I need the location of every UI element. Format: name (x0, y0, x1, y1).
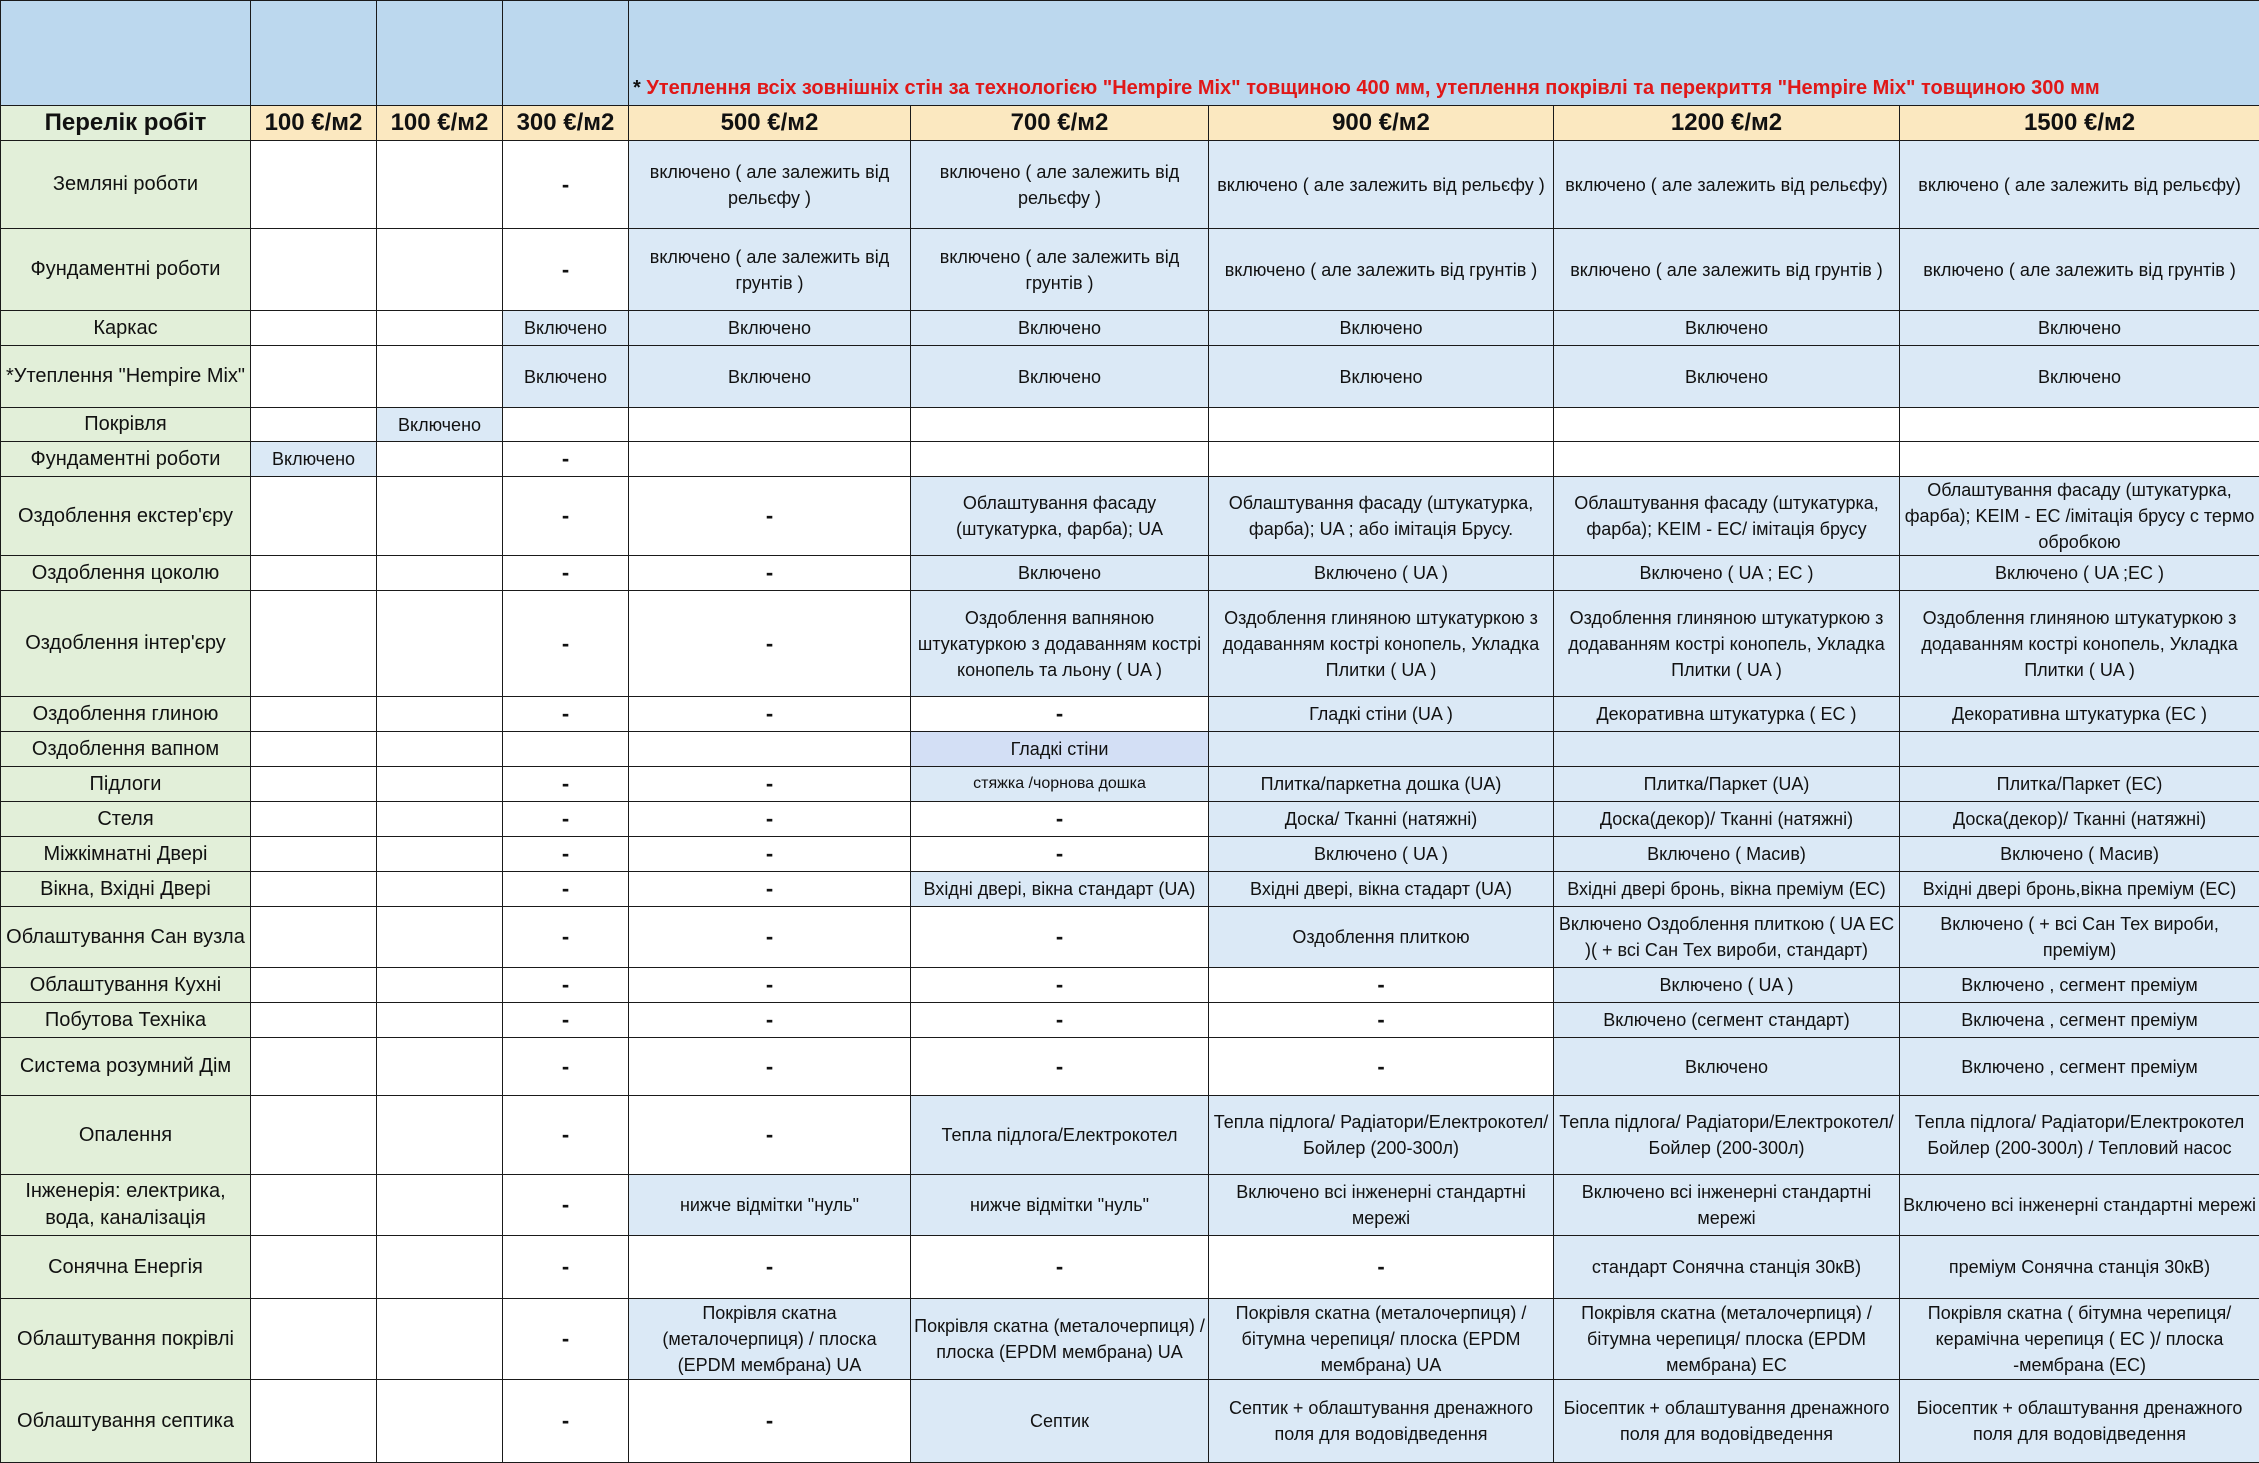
tier-1200-cell: Декоративна штукатурка ( EC ) (1554, 697, 1900, 732)
tier-500-cell: Покрівля скатна (металочерпиця) / плоска (EPDM мембрана) UA (629, 1299, 911, 1380)
header-price-100a: 100 €/м2 (251, 106, 377, 141)
tier-100b-cell (377, 1236, 503, 1299)
tier-900-cell: Тепла підлога/ Радіатори/Електрокотел/ Бойлер (200-300л) (1209, 1096, 1554, 1175)
tier-100a-cell (251, 1236, 377, 1299)
header-row (1, 106, 2259, 141)
tier-1500-cell: Включено (1900, 311, 2259, 346)
tier-900-cell: Доска/ Тканні (натяжні) (1209, 802, 1554, 837)
tier-1200-cell: включено ( але залежить від грунтів ) (1554, 229, 1900, 311)
tier-500-cell (629, 442, 911, 477)
table-row (1, 837, 2259, 872)
tier-500-cell: - (629, 802, 911, 837)
tier-700-cell: Включено (911, 346, 1209, 408)
tier-100b-cell (377, 1299, 503, 1380)
tier-1500-cell: Включено , сегмент преміум (1900, 968, 2259, 1003)
note-asterisk: * (633, 77, 641, 99)
tier-900-cell: включено ( але залежить від рельєфу ) (1209, 141, 1554, 229)
works-item-label: Оздоблення екстер'єру (1, 477, 251, 556)
tier-900-cell: Плитка/паркетна дошка (UA) (1209, 767, 1554, 802)
tier-100a-cell (251, 311, 377, 346)
tier-100a-cell (251, 837, 377, 872)
tier-100b-cell (377, 697, 503, 732)
tier-700-cell (911, 442, 1209, 477)
tier-900-cell: Оздоблення глиняною штукатуркою з додаванням кострі конопель, Укладка Плитки ( UA ) (1209, 591, 1554, 697)
tier-500-cell: - (629, 591, 911, 697)
table-row (1, 556, 2259, 591)
tier-100b-cell (377, 1003, 503, 1038)
table-row (1, 1096, 2259, 1175)
header-price-700: 700 €/м2 (911, 106, 1209, 141)
tier-1500-cell: Вхідні двері бронь,вікна преміум (EC) (1900, 872, 2259, 907)
tier-900-cell: - (1209, 968, 1554, 1003)
tier-700-cell: Покрівля скатна (металочерпиця) / плоска (EPDM мембрана) UA (911, 1299, 1209, 1380)
tier-100b-cell (377, 907, 503, 968)
tier-900-cell: Включено всі інженерні стандартні мережі (1209, 1175, 1554, 1236)
works-item-label: Підлоги (1, 767, 251, 802)
tier-500-cell: Включено (629, 346, 911, 408)
tier-900-cell: Оздоблення плиткою (1209, 907, 1554, 968)
works-item-label: Система розумний Дім (1, 1038, 251, 1096)
tier-1200-cell: Покрівля скатна (металочерпиця) /бітумна черепиця/ плоска (EPDM мембрана) EC (1554, 1299, 1900, 1380)
tier-300-cell: - (503, 591, 629, 697)
table-row (1, 1175, 2259, 1236)
tier-300-cell: - (503, 141, 629, 229)
tier-900-cell: - (1209, 1003, 1554, 1038)
tier-300-cell: Включено (503, 311, 629, 346)
table-row (1, 229, 2259, 311)
note-row (1, 1, 2259, 106)
tier-1500-cell: Доска(декор)/ Тканні (натяжні) (1900, 802, 2259, 837)
tier-700-cell: стяжка /чорнова дошка (911, 767, 1209, 802)
tier-500-cell: - (629, 767, 911, 802)
tier-700-cell: Гладкі стіни (911, 732, 1209, 767)
tier-100a-cell (251, 1380, 377, 1463)
tier-500-cell: - (629, 697, 911, 732)
tier-100b-cell (377, 1038, 503, 1096)
works-item-label: Облаштування Сан вузла (1, 907, 251, 968)
tier-700-cell: - (911, 837, 1209, 872)
tier-100a-cell (251, 907, 377, 968)
tier-700-cell: Тепла підлога/Електрокотел (911, 1096, 1209, 1175)
tier-100b-cell (377, 556, 503, 591)
tier-700-cell: включено ( але залежить від грунтів ) (911, 229, 1209, 311)
tier-1500-cell: Включено ( Масив) (1900, 837, 2259, 872)
tier-1500-cell: преміум Сонячна станція 30кВ) (1900, 1236, 2259, 1299)
tier-1500-cell: Покрівля скатна ( бітумна черепиця/ керамічна черепиця ( EC )/ плоска -мембрана (EC) (1900, 1299, 2259, 1380)
tier-1200-cell: Доска(декор)/ Тканні (натяжні) (1554, 802, 1900, 837)
table-row (1, 408, 2259, 442)
tier-300-cell: - (503, 907, 629, 968)
tier-300-cell: - (503, 556, 629, 591)
tier-1200-cell: Плитка/Паркет (UA) (1554, 767, 1900, 802)
header-price-300: 300 €/м2 (503, 106, 629, 141)
tier-100a-cell (251, 732, 377, 767)
works-item-label: Оздоблення вапном (1, 732, 251, 767)
tier-500-cell: Включено (629, 311, 911, 346)
works-item-label: Стеля (1, 802, 251, 837)
tier-900-cell: включено ( але залежить від грунтів ) (1209, 229, 1554, 311)
works-item-label: Фундаментні роботи (1, 229, 251, 311)
works-item-label: Каркас (1, 311, 251, 346)
tier-100b-cell (377, 1380, 503, 1463)
tier-300-cell: - (503, 968, 629, 1003)
tier-300-cell: - (503, 837, 629, 872)
tier-100a-cell (251, 1175, 377, 1236)
tier-500-cell: - (629, 907, 911, 968)
tier-1200-cell: Включено (1554, 311, 1900, 346)
tier-100a-cell: Включено (251, 442, 377, 477)
works-item-label: Міжкімнатні Двері (1, 837, 251, 872)
tier-100a-cell (251, 1299, 377, 1380)
works-item-label: Оздоблення інтер'єру (1, 591, 251, 697)
tier-1200-cell: Включено ( UA ) (1554, 968, 1900, 1003)
tier-1500-cell: включено ( але залежить від грунтів ) (1900, 229, 2259, 311)
tier-700-cell: Включено (911, 556, 1209, 591)
tier-300-cell: - (503, 872, 629, 907)
header-price-100b: 100 €/м2 (377, 106, 503, 141)
table-row (1, 1299, 2259, 1380)
tier-700-cell: включено ( але залежить від рельєфу ) (911, 141, 1209, 229)
tier-1200-cell: Тепла підлога/ Радіатори/Електрокотел/Бойлер (200-300л) (1554, 1096, 1900, 1175)
table-row (1, 872, 2259, 907)
tier-1500-cell: Тепла підлога/ Радіатори/Електрокотел Бойлер (200-300л) / Тепловий насос (1900, 1096, 2259, 1175)
tier-900-cell (1209, 442, 1554, 477)
tier-100b-cell (377, 872, 503, 907)
tier-1200-cell (1554, 442, 1900, 477)
tier-100a-cell (251, 1003, 377, 1038)
tier-300-cell: - (503, 1003, 629, 1038)
tier-500-cell (629, 408, 911, 442)
tier-300-cell: - (503, 1299, 629, 1380)
tier-700-cell: Оздоблення вапняною штукатуркою з додаванням кострі конопель та льону ( UA ) (911, 591, 1209, 697)
table-row (1, 802, 2259, 837)
tier-100b-cell (377, 767, 503, 802)
tier-700-cell: Облаштування фасаду (штукатурка, фарба); UA (911, 477, 1209, 556)
tier-700-cell: Вхідні двері, вікна стандарт (UA) (911, 872, 1209, 907)
tier-1200-cell: Включено ( Масив) (1554, 837, 1900, 872)
works-item-label: Інженерія: електрика, вода, каналізація (1, 1175, 251, 1236)
tier-700-cell: нижче відмітки "нуль" (911, 1175, 1209, 1236)
works-item-label: Облаштування Кухні (1, 968, 251, 1003)
tier-100b-cell (377, 591, 503, 697)
tier-500-cell: - (629, 1096, 911, 1175)
tier-900-cell: Гладкі стіни (UA ) (1209, 697, 1554, 732)
tier-1200-cell: Оздоблення глиняною штукатуркою з додаванням кострі конопель, Укладка Плитки ( UA ) (1554, 591, 1900, 697)
tier-100a-cell (251, 556, 377, 591)
tier-300-cell (503, 408, 629, 442)
header-price-500: 500 €/м2 (629, 106, 911, 141)
tier-1500-cell: включено ( але залежить від рельєфу) (1900, 141, 2259, 229)
tier-300-cell: - (503, 697, 629, 732)
tier-1500-cell: Включена , сегмент преміум (1900, 1003, 2259, 1038)
tier-100a-cell (251, 872, 377, 907)
table-row (1, 591, 2259, 697)
tier-100a-cell (251, 697, 377, 732)
tier-900-cell: Включено (1209, 346, 1554, 408)
tier-100b-cell (377, 968, 503, 1003)
tier-100b-cell (377, 802, 503, 837)
tier-1500-cell (1900, 442, 2259, 477)
tier-900-cell (1209, 408, 1554, 442)
tier-300-cell: Включено (503, 346, 629, 408)
header-price-900: 900 €/м2 (1209, 106, 1554, 141)
works-item-label: Оздоблення глиною (1, 697, 251, 732)
works-item-label: Земляні роботи (1, 141, 251, 229)
tier-1500-cell: Включено всі інженерні стандартні мережі (1900, 1175, 2259, 1236)
tier-100a-cell (251, 408, 377, 442)
table-row (1, 442, 2259, 477)
tier-1200-cell (1554, 408, 1900, 442)
tier-100a-cell (251, 141, 377, 229)
tier-500-cell: - (629, 1236, 911, 1299)
tier-100b-cell (377, 442, 503, 477)
tier-300-cell: - (503, 767, 629, 802)
tier-1200-cell: Облаштування фасаду (штукатурка, фарба); KEIM - EC/ імітація брусу (1554, 477, 1900, 556)
tier-1200-cell: Включено ( UA ; EC ) (1554, 556, 1900, 591)
tier-500-cell: - (629, 1038, 911, 1096)
tier-900-cell: Включено ( UA ) (1209, 556, 1554, 591)
tier-500-cell: - (629, 968, 911, 1003)
tier-500-cell: включено ( але залежить від рельєфу ) (629, 141, 911, 229)
tier-100b-cell (377, 732, 503, 767)
table-row (1, 311, 2259, 346)
tier-700-cell: Включено (911, 311, 1209, 346)
header-price-1500: 1500 €/м2 (1900, 106, 2259, 141)
works-item-label: Оздоблення цоколю (1, 556, 251, 591)
tier-1500-cell: Включено ( UA ;EC ) (1900, 556, 2259, 591)
works-item-label: Вікна, Вхідні Двері (1, 872, 251, 907)
tier-1500-cell: Включено (1900, 346, 2259, 408)
tier-500-cell: - (629, 477, 911, 556)
works-item-label: Облаштування покрівлі (1, 1299, 251, 1380)
tier-900-cell: Включено ( UA ) (1209, 837, 1554, 872)
table-row (1, 767, 2259, 802)
tier-100a-cell (251, 767, 377, 802)
tier-100b-cell (377, 477, 503, 556)
table-row (1, 477, 2259, 556)
table-row (1, 346, 2259, 408)
tier-1200-cell: стандарт Сонячна станція 30кВ) (1554, 1236, 1900, 1299)
works-item-label: Сонячна Енергія (1, 1236, 251, 1299)
tier-500-cell: - (629, 1380, 911, 1463)
tier-100a-cell (251, 229, 377, 311)
tier-900-cell: Включено (1209, 311, 1554, 346)
table-row (1, 1003, 2259, 1038)
tier-100a-cell (251, 1096, 377, 1175)
tier-900-cell: Септик + облаштування дренажного поля для водовідведення (1209, 1380, 1554, 1463)
works-item-label: Фундаментні роботи (1, 442, 251, 477)
tier-1200-cell: Вхідні двері бронь, вікна преміум (EC) (1554, 872, 1900, 907)
tier-1200-cell: Включено всі інженерні стандартні мережі (1554, 1175, 1900, 1236)
tier-1200-cell: Включено (1554, 346, 1900, 408)
tier-1500-cell: Оздоблення глиняною штукатуркою з додаванням кострі конопель, Укладка Плитки ( UA ) (1900, 591, 2259, 697)
tier-700-cell: - (911, 907, 1209, 968)
tier-300-cell: - (503, 229, 629, 311)
table-row (1, 907, 2259, 968)
tier-900-cell: Облаштування фасаду (штукатурка, фарба); UA ; або імітація Брусу. (1209, 477, 1554, 556)
tier-900-cell: Покрівля скатна (металочерпиця) /бітумна черепиця/ плоска (EPDM мембрана) UA (1209, 1299, 1554, 1380)
tier-100b-cell (377, 141, 503, 229)
table-row (1, 697, 2259, 732)
tier-900-cell: - (1209, 1038, 1554, 1096)
tier-300-cell: - (503, 442, 629, 477)
tier-500-cell: - (629, 837, 911, 872)
tier-300-cell: - (503, 802, 629, 837)
tier-500-cell: нижче відмітки "нуль" (629, 1175, 911, 1236)
tier-500-cell (629, 732, 911, 767)
tier-500-cell: включено ( але залежить від грунтів ) (629, 229, 911, 311)
tier-500-cell: - (629, 872, 911, 907)
tier-100a-cell (251, 591, 377, 697)
table-row (1, 968, 2259, 1003)
tier-100a-cell (251, 346, 377, 408)
tier-100a-cell (251, 968, 377, 1003)
tier-300-cell: - (503, 1038, 629, 1096)
tier-300-cell (503, 732, 629, 767)
tier-100b-cell (377, 837, 503, 872)
tier-1200-cell: Включено (сегмент стандарт) (1554, 1003, 1900, 1038)
works-item-label: *Утеплення "Hempire Mix" (1, 346, 251, 408)
table-row (1, 1236, 2259, 1299)
insulation-note: Утеплення всіх зовнішніх стін за технологією "Hempire Mix" товщиною 400 мм, утеплення покрівлі та перекриття "Hempire Mix" товщиною 300 мм (646, 77, 2099, 99)
tier-1500-cell: Біосептик + облаштування дренажного поля для водовідведення (1900, 1380, 2259, 1463)
header-works-list: Перелік робіт (1, 106, 251, 141)
tier-900-cell (1209, 732, 1554, 767)
tier-700-cell: - (911, 1038, 1209, 1096)
tier-500-cell: - (629, 556, 911, 591)
tier-700-cell: Септик (911, 1380, 1209, 1463)
tier-1500-cell: Включено , сегмент преміум (1900, 1038, 2259, 1096)
tier-100a-cell (251, 477, 377, 556)
tier-700-cell: - (911, 1003, 1209, 1038)
table-row (1, 1380, 2259, 1463)
tier-100a-cell (251, 802, 377, 837)
table-row (1, 732, 2259, 767)
tier-500-cell: - (629, 1003, 911, 1038)
tier-300-cell: - (503, 1380, 629, 1463)
tier-100b-cell (377, 311, 503, 346)
tier-300-cell: - (503, 477, 629, 556)
tier-900-cell: Вхідні двері, вікна стадарт (UA) (1209, 872, 1554, 907)
tier-900-cell: - (1209, 1236, 1554, 1299)
tier-1500-cell: Облаштування фасаду (штукатурка, фарба); KEIM - EC /імітація брусу с термо обробкою (1900, 477, 2259, 556)
tier-100b-cell (377, 1096, 503, 1175)
tier-700-cell: - (911, 802, 1209, 837)
tier-100b-cell (377, 346, 503, 408)
tier-1500-cell: Декоративна штукатурка (EC ) (1900, 697, 2259, 732)
tier-1500-cell (1900, 732, 2259, 767)
tier-700-cell: - (911, 1236, 1209, 1299)
tier-1200-cell: Включено (1554, 1038, 1900, 1096)
tier-100b-cell: Включено (377, 408, 503, 442)
table-row (1, 1038, 2259, 1096)
tier-1200-cell (1554, 732, 1900, 767)
tier-700-cell: - (911, 697, 1209, 732)
works-item-label: Облаштування септика (1, 1380, 251, 1463)
insulation-note-cell (629, 1, 2259, 106)
table-row (1, 141, 2259, 229)
tier-1200-cell: Біосептик + облаштування дренажного поля для водовідведення (1554, 1380, 1900, 1463)
tier-100a-cell (251, 1038, 377, 1096)
works-item-label: Побутова Техніка (1, 1003, 251, 1038)
tier-1500-cell: Плитка/Паркет (EC) (1900, 767, 2259, 802)
header-price-1200: 1200 €/м2 (1554, 106, 1900, 141)
tier-700-cell: - (911, 968, 1209, 1003)
tier-100b-cell (377, 1175, 503, 1236)
tier-1200-cell: Включено Оздоблення плиткою ( UA EC )( + всі Сан Тех вироби, стандарт) (1554, 907, 1900, 968)
tier-700-cell (911, 408, 1209, 442)
tier-1200-cell: включено ( але залежить від рельєфу) (1554, 141, 1900, 229)
works-item-label: Покрівля (1, 408, 251, 442)
tier-1500-cell (1900, 408, 2259, 442)
tier-1500-cell: Включено ( + всі Сан Тех вироби, преміум) (1900, 907, 2259, 968)
tier-300-cell: - (503, 1096, 629, 1175)
tier-300-cell: - (503, 1175, 629, 1236)
works-item-label: Опалення (1, 1096, 251, 1175)
tier-100b-cell (377, 229, 503, 311)
tier-300-cell: - (503, 1236, 629, 1299)
